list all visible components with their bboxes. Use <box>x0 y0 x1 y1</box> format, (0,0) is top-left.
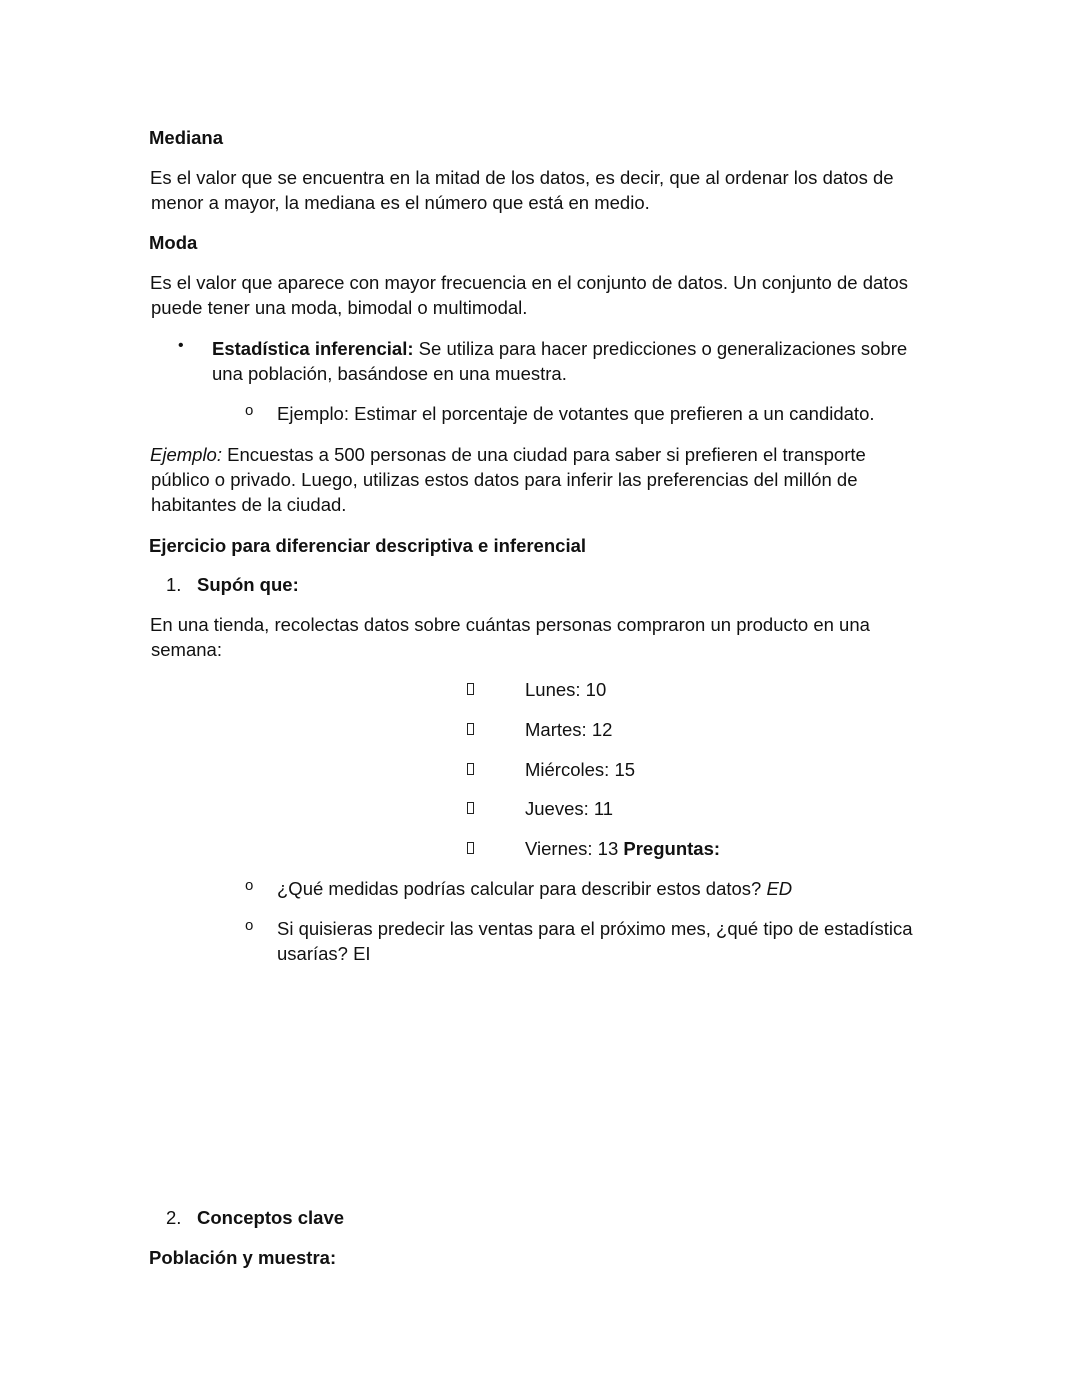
viernes-value: Viernes: 13 <box>525 838 619 859</box>
heading-ejercicio: Ejercicio para diferenciar descriptiva e inferencial <box>149 535 587 556</box>
missing-glyph-icon <box>467 763 474 775</box>
item-1-label: Supón que: <box>197 574 299 595</box>
missing-glyph-icon <box>467 802 474 814</box>
item-1-number: 1. <box>166 574 182 595</box>
missing-glyph-icon <box>467 723 474 735</box>
question-1-bullet-icon: o <box>245 877 254 894</box>
ejemplo-text: Encuestas a 500 personas de una ciudad para saber si prefieren el transporte <box>221 444 866 465</box>
question-2-bullet-icon: o <box>245 917 254 934</box>
ejemplo-line-2: público o privado. Luego, utilizas estos datos para inferir las preferencias del millón de <box>151 469 858 490</box>
ejemplo-line-3: habitantes de la ciudad. <box>151 494 347 515</box>
mediana-text-line-1: Es el valor que se encuentra en la mitad de los datos, es decir, que al ordenar los datos de <box>150 167 894 188</box>
inferencial-label: Estadística inferencial: <box>212 338 414 359</box>
inferencial-line-2: una población, basándose en una muestra. <box>212 363 567 384</box>
question-2-line-2: usarías? EI <box>277 943 371 964</box>
heading-poblacion-muestra: Población y muestra: <box>149 1247 337 1268</box>
question-2-line-1: Si quisieras predecir las ventas para el próximo mes, ¿qué tipo de estadística <box>277 918 913 939</box>
item-2-label: Conceptos clave <box>197 1207 345 1228</box>
missing-glyph-icon <box>467 842 474 854</box>
inferencial-text: Se utiliza para hacer predicciones o generalizaciones sobre <box>413 338 908 359</box>
moda-text-line-2: puede tener una moda, bimodal o multimodal. <box>151 297 528 318</box>
ejercicio-intro-line-1: En una tienda, recolectas datos sobre cuántas personas compraron un producto en una <box>150 614 870 635</box>
day-item-jueves: Jueves: 11 <box>525 798 614 819</box>
bullet-icon: • <box>178 337 184 354</box>
day-item-miercoles: Miércoles: 15 <box>525 759 636 780</box>
sub-bullet-icon: o <box>245 402 254 419</box>
ejemplo-line-1 <box>150 442 866 467</box>
moda-text-line-1: Es el valor que aparece con mayor frecuencia en el conjunto de datos. Un conjunto de datos <box>150 272 908 293</box>
question-1 <box>277 876 792 901</box>
preguntas-label: Preguntas: <box>623 838 721 859</box>
heading-moda: Moda <box>149 232 198 253</box>
heading-mediana: Mediana <box>149 127 224 148</box>
inferencial-sub-item: Ejemplo: Estimar el porcentaje de votantes que prefieren a un candidato. <box>277 403 875 424</box>
item-2-number: 2. <box>166 1207 182 1228</box>
ejemplo-label: Ejemplo: <box>150 444 222 465</box>
mediana-text-line-2: menor a mayor, la mediana es el número que está en medio. <box>151 192 650 213</box>
day-item-lunes: Lunes: 10 <box>525 679 607 700</box>
ejercicio-intro-line-2: semana: <box>151 639 222 660</box>
missing-glyph-icon <box>467 683 474 695</box>
day-item-viernes <box>525 836 720 861</box>
question-1-text: ¿Qué medidas podrías calcular para describir estos datos? <box>277 878 767 899</box>
question-1-answer: ED <box>766 878 793 899</box>
day-item-martes: Martes: 12 <box>525 719 613 740</box>
inferencial-line-1 <box>212 336 907 361</box>
